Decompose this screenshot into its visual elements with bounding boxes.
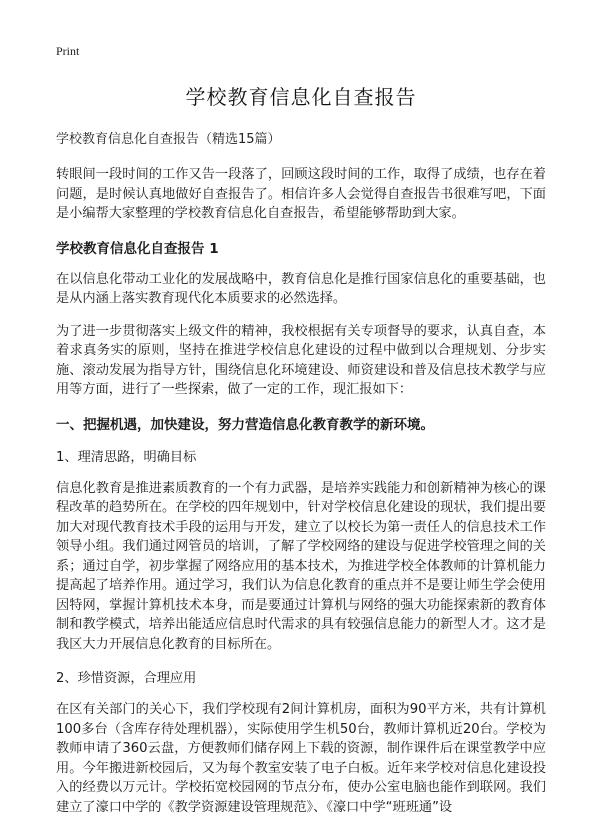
paragraph-2: 为了进一步贯彻落实上级文件的精神，我校根据有关专项督导的要求，认真自查，本着求真务实的原则，坚持在推进学校信息化建设的过程中做到以合理规划、分步实施、滚动发展为指导方针，围绕信息化环境建设、师资建设和普及信息技术教学与应用等方面，进行了一些探索，做了一定的工作，现汇报如下： bbox=[56, 323, 546, 397]
print-link[interactable]: Print bbox=[56, 44, 80, 58]
subsection-2-heading: 2、珍惜资源，合理应用 bbox=[56, 671, 197, 686]
section-1-heading: 一、把握机遇，加快建设，努力营造信息化教育教学的新环境。 bbox=[56, 416, 434, 433]
document-subtitle: 学校教育信息化自查报告（精选15篇） bbox=[56, 132, 281, 147]
paragraph-3: 信息化教育是推进素质教育的一个有力武器，是培养实践能力和创新精神为核心的课程改革的趋势所在。在学校的四年规划中，针对学校信息化建设的现状，我们提出要加大对现代教育技术手段的运用与开发，建立了以校长为第一责任人的信息技术工作领导小组。我们通过网管员的培训，了解了学校网络的建设与促进学校管理之间的关系；通过自学，初步掌握了网络应用的基本技术，为推进学校全体教师的计算机能力提高起了培养作用。通过学习，我们认为信息化教育的重点并不是要让师生学会使用因特网，掌握计算机技术本身，而是要通过计算机与网络的强大功能探索新的教育体制和教学模式，培养出能适应信息时代需求的具有较强信息能力的新型人才。这才是我区大力开展信息化教育的目标所在。 bbox=[56, 480, 546, 652]
paragraph-4: 在区有关部门的关心下，我们学校现有2间计算机房，面积为90平方米，共有计算机100多台（含库存待处理机器），实际使用学生机50台，教师计算机近20台。学校为教师申请了360云盘，方便教师们储存网上下载的资源，制作课件后在课堂教学中应用。今年搬进新校园后，又为每个教室安装了电子白板。近年来学校对信息化建设投入的经费以万元计。学校拓宽校园网的节点分布，使办公室电脑也能作到联网。我们建立了濠口中学的《教学资源建设管理规范》、《濠口中学“班班通”设 bbox=[56, 702, 546, 815]
subsection-1-heading: 1、理清思路，明确目标 bbox=[56, 449, 197, 465]
paragraph-1: 在以信息化带动工业化的发展战略中，教育信息化是推行国家信息化的重要基础，也是从内涵上落实教育现代化本质要求的必然选择。 bbox=[56, 271, 546, 306]
report-heading: 学校教育信息化自查报告 1 bbox=[56, 240, 219, 257]
document-title: 学校教育信息化自查报告 bbox=[185, 85, 417, 109]
intro-paragraph: 转眼间一段时间的工作又告一段落了，回顾这段时间的工作，取得了成绩，也存在着问题，是时候认真地做好自查报告了。相信许多人会觉得自查报告书很难写吧，下面是小编帮大家整理的学校教育信息化自查报告，希望能够帮助到大家。 bbox=[56, 167, 546, 221]
